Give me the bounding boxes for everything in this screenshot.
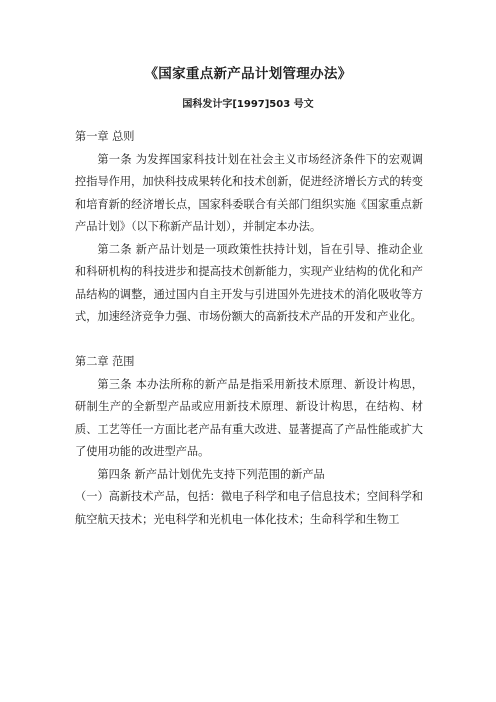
article-3: 第三条 本办法所称的新产品是指采用新技术原理、新设计构思，研制生产的全新型产品或应用新技术原理、新设计构思，在结构、材质、工艺等任一方面比老产品有重大改进、显著提高了产品性能或扩大了使用功能的改进型产品。 — [75, 377, 423, 458]
chapter-1-heading: 第一章 总则 — [75, 130, 135, 143]
document-body — [75, 126, 423, 531]
article-2: 第二条 新产品计划是一项政策性扶持计划，旨在引导、推动企业和科研机构的科技进步和提高技术创新能力，实现产业结构的优化和产品结构的调整，通过国内自主开发与引进国外先进技术的消化吸收等方式，加速经济竞争力强、市场份额大的高新技术产品的开发和产业化。 — [75, 242, 423, 323]
article-1: 第一条 为发挥国家科技计划在社会主义市场经济条件下的宏观调控指导作用，加快科技成果转化和技术创新，促进经济增长方式的转变和培育新的经济增长点，国家科委联合有关部门组织实施《国家重点新产品计划》（以下称新产品计划），并制定本办法。 — [75, 152, 423, 233]
document-number: 国科发计字[1997]503 号文 — [182, 99, 314, 110]
document-title: 《国家重点新产品计划管理办法》 — [144, 66, 352, 82]
chapter-2-heading: 第二章 范围 — [75, 355, 135, 368]
section-gap — [75, 329, 423, 352]
article-4-item-1: （一）高新技术产品，包括：微电子科学和电子信息技术；空间科学和航空航天技术；光电科学和光机电一体化技术；生命科学和生物工 — [75, 490, 423, 526]
article-4: 第四条 新产品计划优先支持下列范围的新产品 — [97, 467, 325, 481]
